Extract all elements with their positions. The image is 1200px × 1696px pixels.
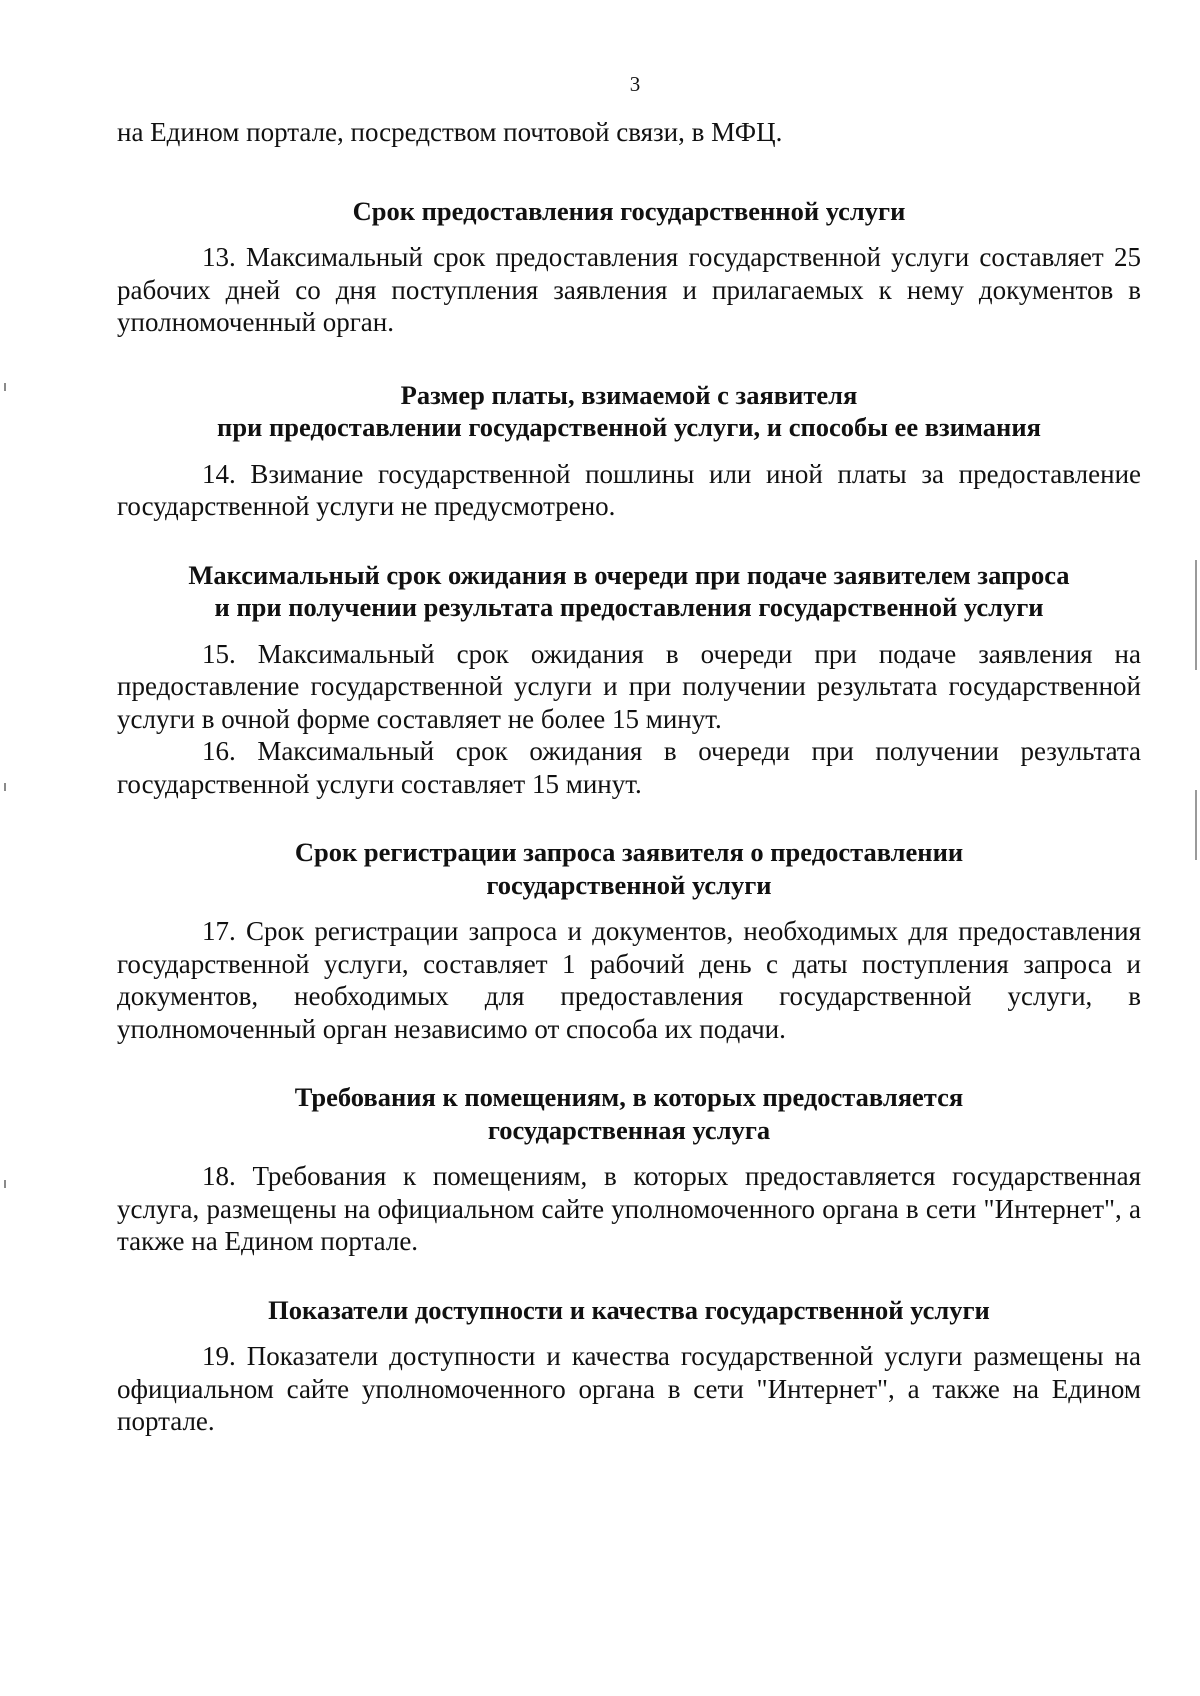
heading-line: при предоставлении государственной услуги, и способы ее взимания — [217, 412, 1041, 442]
heading-line: Показатели доступности и качества государственной услуги — [268, 1294, 990, 1325]
heading-line: Размер платы, взимаемой с заявителя — [400, 379, 858, 410]
paragraph-14: 14. Взимание государственной пошлины или иной платы за предоставление государственной услуги не предусмотрено. — [117, 458, 1141, 521]
heading-line: государственной услуги — [486, 869, 772, 900]
heading-line: и при получении результата предоставления государственной услуги — [214, 592, 1044, 622]
paragraph-13: 13. Максимальный срок предоставления государственной услуги составляет 25 рабочих дней со дня поступления заявления и прилагаемых к нему документов в уполномоченный орган. — [117, 242, 1141, 337]
intro-paragraph: на Едином портале, посредством почтовой связи, в МФЦ. — [117, 117, 783, 147]
document-body — [117, 116, 1141, 1438]
heading-line: государственная услуга — [487, 1114, 771, 1145]
paragraph-16: 16. Максимальный срок ожидания в очереди при получении результата государственной услуги составляет 15 минут. — [117, 736, 1141, 799]
scan-artifact-mark — [4, 1180, 6, 1188]
page-number: 3 — [629, 72, 641, 96]
paragraph-19: 19. Показатели доступности и качества государственной услуги размещены на официальном сайте уполномоченного органа в сети "Интернет", а также на Едином портале. — [117, 1341, 1141, 1436]
heading-line: Максимальный срок ожидания в очереди при подаче заявителем запроса — [188, 559, 1070, 590]
paragraph-18: 18. Требования к помещениям, в которых предоставляется государственная услуга, размещены на официальном сайте уполномоченного органа в сети "Интернет", а также на Едином портале. — [117, 1161, 1141, 1256]
section-heading-queue — [117, 559, 1141, 624]
heading-line: Срок предоставления государственной услуги — [352, 195, 906, 226]
section-heading-quality — [117, 1294, 1141, 1327]
scan-artifact-mark — [4, 783, 6, 791]
paragraph-15: 15. Максимальный срок ожидания в очереди при подаче заявления на предоставление государственной услуги и при получении результата государственной услуги в очной форме составляет не более 15 минут. — [117, 638, 1141, 734]
scan-edge-line — [1195, 560, 1197, 670]
heading-line: Требования к помещениям, в которых предоставляется — [294, 1082, 964, 1112]
section-heading-term — [117, 195, 1141, 228]
section-heading-registration — [117, 836, 1141, 901]
section-heading-fee — [117, 379, 1141, 444]
heading-line: Срок регистрации запроса заявителя о предоставлении — [294, 837, 964, 867]
scan-artifact-mark — [4, 383, 6, 391]
section-heading-premises — [117, 1081, 1141, 1146]
paragraph-17: 17. Срок регистрации запроса и документов, необходимых для предоставления государственной услуги, составляет 1 рабочий день с даты поступления запроса и документов, необходимых для предоставления государственной услуги, в уполномоченный орган независимо от способа их подачи. — [117, 916, 1141, 1044]
scan-edge-line — [1195, 790, 1197, 860]
